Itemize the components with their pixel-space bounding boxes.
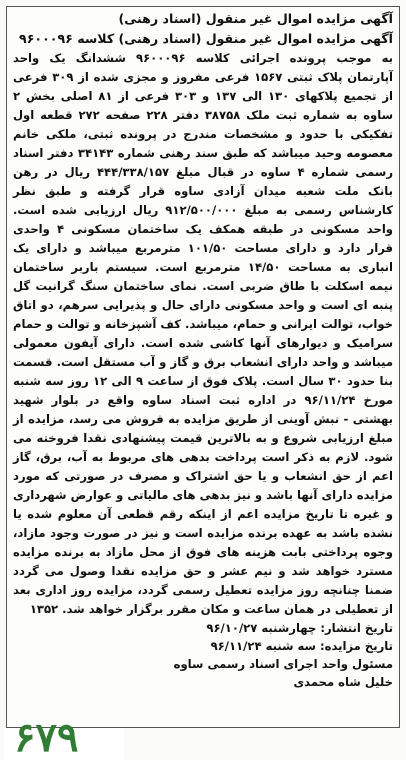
- signature-title: مسئول واحد اجرای اسناد رسمی ساوه: [173, 657, 393, 671]
- notice-frame: [6, 6, 400, 728]
- notice-body: به موجب پرونده اجرائی کلاسه ۹۶۰۰۰۹۶ ششدانگ یک واحد آپارتمان پلاک ثبتی ۱۵۶۷ فرعی مفروز و مجزی شده از ۳۰۹ فرعی از تجمیع پلاکهای ۱۳۰ الی ۱۳۷ و ۳۰۳ فرعی از ۸۱ اصلی بخش ۲ ساوه به شماره ثبت ملک ۳۸۷۵۸ دفتر ۲۲۸ صفحه ۲۷۲ قطعه اول تفکیکی با حدود و مشخصات مندرج در پرونده ثبتی، ملکی خانم معصومه وحید میباشد که طبق سند رهنی شماره ۳۴۱۴۳ دفتر اسناد رسمی شماره ۴ ساوه در قبال مبلغ ۴۴۴/۳۳۸/۱۵۷ ریال در رهن بانک ملت شعبه میدان آزادی ساوه قرار گرفته و طبق نظر کارشناس رسمی به مبلغ ۹۱۲/۵۰۰/۰۰۰ ریال ارزیابی شده است. واحد مسکونی در طبقه همکف یک ساختمان مسکونی ۴ واحدی قرار دارد و دارای مساحت ۱۰۱/۵۰ مترمربع میباشد و دارای یک انباری به مساحت ۱۴/۵۰ مترمربع است. سیستم باربر ساختمان نیمه اسکلت با طاق ضربی است. نمای ساختمان سنگ گرانیت گل پنبه ای است و واحد مسکونی دارای حال و پذیرایی سرهم، دو اتاق خواب، توالت ایرانی و حمام، میباشد. کف آشپزخانه و توالت و حمام سرامیک و دیوارهای آنها کاشی شده است. دارای آیفون معمولی میباشد و واحد دارای انشعاب برق و گاز و آب مستقل است. قسمت بنا حدود ۳۰ سال است. پلاک فوق از ساعت ۹ الی ۱۲ روز سه شنبه مورخ ۹۶/۱۱/۲۴ در اداره ثبت اسناد ساوه واقع در بلوار شهید بهشتی - نبش آوینی از طریق مزایده به فروش می رسد، مزایده از مبلغ ارزیابی شروع و به بالاترین قیمت پیشنهادی نقدا فروخته می شود. لازم به ذکر است پرداخت بدهی های مربوط به آب، برق، گاز اعم از حق انشعاب و یا حق اشتراک و مصرف در صورتی که مورد مزایده دارای آنها باشد و نیز بدهی های مالیاتی و عوارض شهرداری و غیره تا تاریخ مزایده اعم از اینکه رقم قطعی آن معلوم شده یا نشده باشد به عهده برنده مزایده است و نیز در صورت وجود مازاد، وجوه پرداختی بابت هزینه های فوق از محل مازاد به برنده مزایده مسترد خواهد شد و نیم عشر و حق مزایده نقدا وصول می گردد ضمنا چنانچه روز مزایده تعطیل رسمی گردد، مزایده روز اداری بعد از تعطیلی در همان ساعت و مکان مقرر برگزار خواهد شد. ۱۳۵۲: [13, 51, 394, 616]
- notice-content: [7, 7, 399, 691]
- handwritten-number: ۶۷۹: [14, 714, 79, 761]
- signature-name: خلیل شاه محمدی: [293, 675, 393, 689]
- publish-date: تاریخ انتشار: چهارشنبه ۹۶/۱۰/۲۷: [206, 621, 393, 635]
- auction-date: تاریخ مزایده: سه شنبه ۹۶/۱۱/۲۴: [210, 639, 393, 653]
- notice-subtitle: آگهی مزایده اموال غیر منقول (اسناد رهنی) کلاسه ۹۶۰۰۰۹۶: [19, 31, 393, 46]
- notice-title: آگهی مزایده اموال غیر منقول (اسناد رهنی): [118, 11, 393, 26]
